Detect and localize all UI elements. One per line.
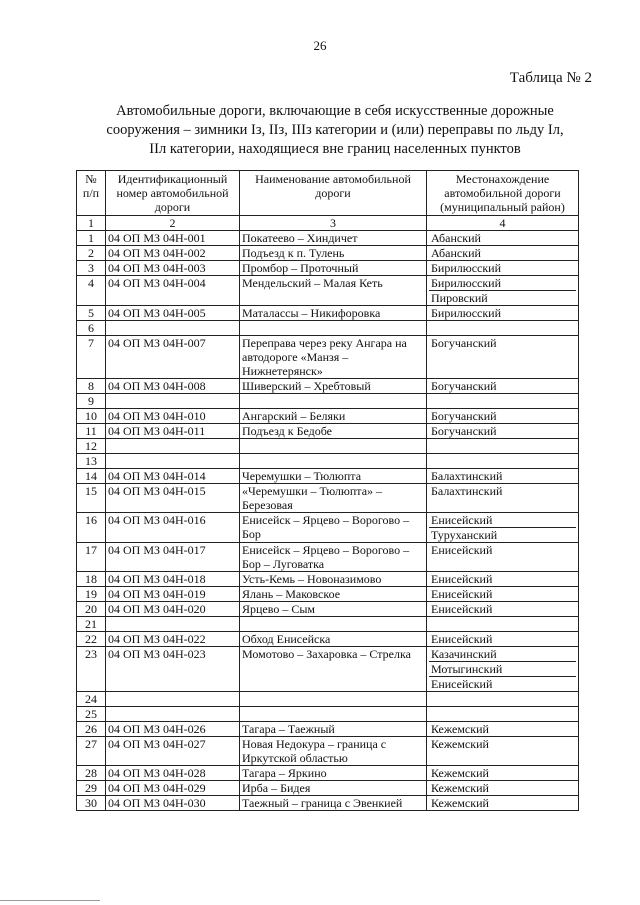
road-name: Ирба – Бидея [240,781,427,796]
road-location [427,587,579,602]
road-id: 04 ОП МЗ 04Н-007 [106,336,240,379]
road-id: 04 ОП МЗ 04Н-008 [106,379,240,394]
road-location [427,543,579,572]
road-location [427,766,579,781]
road-id: 04 ОП МЗ 04Н-027 [106,737,240,766]
table-row [77,692,579,707]
district-name [429,439,576,453]
road-location [427,379,579,394]
road-name: Усть-Кемь – Новоназимово [240,572,427,587]
row-number: 29 [77,781,106,796]
road-location [427,454,579,469]
road-name: Черемушки – Тюлюпта [240,469,427,484]
table-row [77,587,579,602]
table-row [77,246,579,261]
road-location [427,261,579,276]
road-location [427,469,579,484]
road-location [427,409,579,424]
row-number: 18 [77,572,106,587]
row-number: 6 [77,321,106,336]
table-row [77,781,579,796]
district-name: Енисейский [431,513,493,527]
road-id: 04 ОП МЗ 04Н-026 [106,722,240,737]
road-id [106,617,240,632]
road-location [427,737,579,766]
row-number: 21 [77,617,106,632]
district-name: Балахтинский [431,469,503,483]
column-number: 1 [77,216,106,231]
road-name: Новая Недокура – граница с Иркутской областью [240,737,427,766]
road-location [427,617,579,632]
road-name: Таежный – граница с Эвенкией [240,796,427,811]
road-name: Промбор – Проточный [240,261,427,276]
row-number: 27 [77,737,106,766]
row-number: 9 [77,394,106,409]
road-id: 04 ОП МЗ 04Н-014 [106,469,240,484]
row-number: 24 [77,692,106,707]
road-location [427,276,579,306]
road-name: Мендельский – Малая Кеть [240,276,427,306]
table-row [77,336,579,379]
header-num: № п/п [77,171,106,216]
district-name [429,707,576,721]
road-location [427,336,579,379]
road-name [240,617,427,632]
district-name: Кежемский [431,781,489,795]
table-row [77,276,579,306]
road-location [427,602,579,617]
road-name: Подъезд к Бедобе [240,424,427,439]
road-id: 04 ОП МЗ 04Н-019 [106,587,240,602]
row-number: 15 [77,484,106,513]
table-row [77,409,579,424]
road-name: Тагара – Яркино [240,766,427,781]
table-row [77,572,579,587]
district-name: Кежемский [431,722,489,736]
row-number: 25 [77,707,106,722]
road-name: Ялань – Маковское [240,587,427,602]
district-name: Абанский [431,246,481,260]
road-location [427,321,579,336]
road-name [240,394,427,409]
road-name: Ярцево – Сым [240,602,427,617]
road-id: 04 ОП МЗ 04Н-001 [106,231,240,246]
header-id: Идентификационный номер автомобильной дороги [106,171,240,216]
road-id [106,454,240,469]
district-name: Енисейский [431,543,493,557]
road-id: 04 ОП МЗ 04Н-015 [106,484,240,513]
district-name: Енисейский [431,587,493,601]
table-row [77,632,579,647]
table-row [77,722,579,737]
header-row [77,171,579,216]
district-name: Бирилюсский [431,306,502,320]
road-location [427,632,579,647]
road-location [427,722,579,737]
road-id: 04 ОП МЗ 04Н-018 [106,572,240,587]
district-name: Кежемский [431,796,489,810]
column-number: 3 [240,216,427,231]
road-id [106,394,240,409]
column-number: 2 [106,216,240,231]
district-name [429,692,576,706]
road-location [427,484,579,513]
row-number: 5 [77,306,106,321]
table-row [77,379,579,394]
district-name [429,454,576,468]
row-number: 17 [77,543,106,572]
row-number: 1 [77,231,106,246]
district-name: Кежемский [431,737,489,751]
road-name: Покатеево – Хиндичет [240,231,427,246]
road-location [427,231,579,246]
table-row [77,513,579,543]
district-name [429,617,576,631]
district-name: Бирилюсский [431,261,502,275]
road-id: 04 ОП МЗ 04Н-011 [106,424,240,439]
district-name: Богучанский [431,409,497,423]
table-row [77,261,579,276]
row-number: 2 [77,246,106,261]
table-title: Автомобильные дороги, включающие в себя искусственные дорожные сооружения – зимники Iз, IIз, IIIз категории и (или) переправы по льду Iл, IIл категории, находящиеся вне границ населенных пунктов [106,103,564,157]
road-id: 04 ОП МЗ 04Н-003 [106,261,240,276]
row-number: 12 [77,439,106,454]
table-row [77,707,579,722]
table-row [77,306,579,321]
road-location [427,424,579,439]
table-row [77,484,579,513]
district-name: Туруханский [429,527,576,542]
road-location [427,692,579,707]
table-row [77,394,579,409]
table-row [77,231,579,246]
row-number: 13 [77,454,106,469]
road-name: Тагара – Таежный [240,722,427,737]
district-name: Енисейский [429,676,576,691]
road-name: Енисейск – Ярцево – Ворогово – Бор [240,513,427,543]
row-number: 14 [77,469,106,484]
road-location [427,781,579,796]
road-id: 04 ОП МЗ 04Н-020 [106,602,240,617]
row-number: 7 [77,336,106,379]
district-name: Енисейский [431,572,493,586]
table-row [77,617,579,632]
road-location [427,246,579,261]
scan-edge-line [0,900,100,901]
road-id [106,692,240,707]
road-id: 04 ОП МЗ 04Н-004 [106,276,240,306]
road-location [427,707,579,722]
road-id: 04 ОП МЗ 04Н-010 [106,409,240,424]
table-row [77,321,579,336]
table-row [77,439,579,454]
road-location [427,647,579,692]
road-location [427,572,579,587]
road-id: 04 ОП МЗ 04Н-030 [106,796,240,811]
road-name: Переправа через реку Ангара на автодороге «Манзя – Нижнетерянск» [240,336,427,379]
district-name [429,321,576,335]
road-name [240,692,427,707]
road-name [240,439,427,454]
table-row [77,424,579,439]
table-label: Таблица № 2 [509,70,592,86]
road-id: 04 ОП МЗ 04Н-023 [106,647,240,692]
road-location [427,394,579,409]
table-row [77,469,579,484]
row-number: 30 [77,796,106,811]
road-location [427,513,579,543]
row-number: 26 [77,722,106,737]
table-body [77,231,579,811]
road-name: «Черемушки – Тюлюпта» – Березовая [240,484,427,513]
column-number: 4 [427,216,579,231]
road-id: 04 ОП МЗ 04Н-017 [106,543,240,572]
row-number: 19 [77,587,106,602]
table-row [77,647,579,692]
district-name: Балахтинский [431,484,503,498]
district-name: Богучанский [431,336,497,350]
district-name: Мотыгинский [429,661,576,676]
road-location [427,306,579,321]
district-name: Казачинский [431,647,497,661]
district-name: Енисейский [431,632,493,646]
district-name: Пировский [429,290,576,305]
road-id [106,321,240,336]
row-number: 23 [77,647,106,692]
road-name: Маталассы – Никифоровка [240,306,427,321]
header-location: Местонахождение автомобильной дороги (муниципальный район) [427,171,579,216]
road-location [427,439,579,454]
roads-table [76,170,579,811]
column-number-row [77,216,579,231]
table-row [77,454,579,469]
road-id [106,707,240,722]
header-name: Наименование автомобильной дороги [240,171,427,216]
road-id: 04 ОП МЗ 04Н-002 [106,246,240,261]
row-number: 10 [77,409,106,424]
road-name [240,707,427,722]
district-name: Енисейский [431,602,493,616]
row-number: 20 [77,602,106,617]
road-name: Подъезд к п. Тулень [240,246,427,261]
district-name: Богучанский [431,379,497,393]
road-name: Ангарский – Беляки [240,409,427,424]
road-name: Енисейск – Ярцево – Ворогово – Бор – Луговатка [240,543,427,572]
district-name: Бирилюсский [431,276,502,290]
district-name [429,394,576,408]
road-location [427,796,579,811]
row-number: 22 [77,632,106,647]
table-row [77,766,579,781]
table-row [77,602,579,617]
road-name: Обход Енисейска [240,632,427,647]
row-number: 8 [77,379,106,394]
road-id: 04 ОП МЗ 04Н-005 [106,306,240,321]
road-id: 04 ОП МЗ 04Н-022 [106,632,240,647]
row-number: 3 [77,261,106,276]
road-name [240,454,427,469]
road-name: Момотово – Захаровка – Стрелка [240,647,427,692]
road-id [106,439,240,454]
district-name: Богучанский [431,424,497,438]
page-number: 26 [313,38,327,53]
road-name: Шиверский – Хребтовый [240,379,427,394]
table-row [77,796,579,811]
road-name [240,321,427,336]
row-number: 16 [77,513,106,543]
road-id: 04 ОП МЗ 04Н-016 [106,513,240,543]
row-number: 28 [77,766,106,781]
district-name: Кежемский [431,766,489,780]
road-id: 04 ОП МЗ 04Н-029 [106,781,240,796]
table-row [77,737,579,766]
road-id: 04 ОП МЗ 04Н-028 [106,766,240,781]
row-number: 4 [77,276,106,306]
district-name: Абанский [431,231,481,245]
table-row [77,543,579,572]
row-number: 11 [77,424,106,439]
